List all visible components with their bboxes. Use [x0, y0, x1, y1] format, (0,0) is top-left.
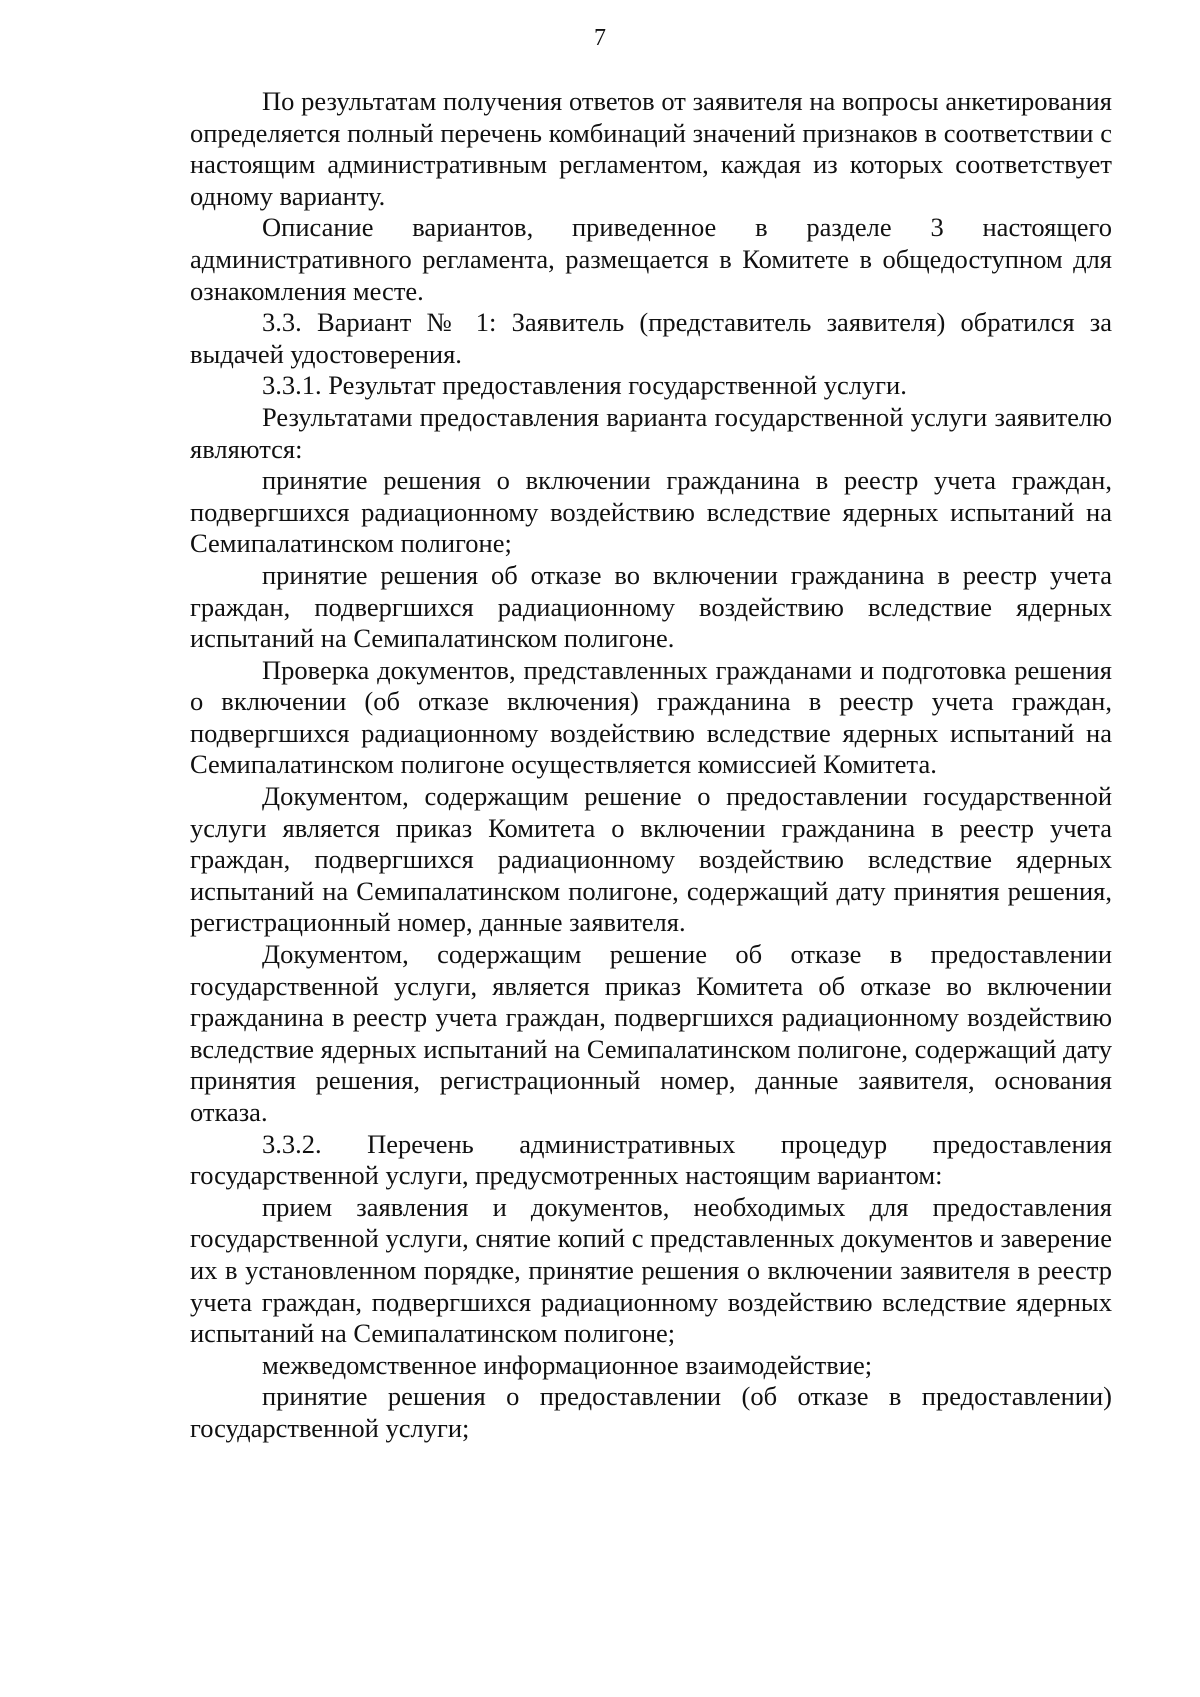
paragraph-procedure-decision: принятие решения о предоставлении (об отказе в предоставлении) государственной услуги;	[190, 1381, 1112, 1443]
paragraph-procedure-interaction: межведомственное информационное взаимодействие;	[262, 1349, 873, 1380]
paragraph-result-inclusion: принятие решения о включении гражданина в реестр учета граждан, подвергшихся радиационному воздействию вследствие ядерных испытаний на Семипалатинском полигоне;	[190, 465, 1112, 559]
document-body	[190, 86, 1112, 1445]
paragraph-variant-1-heading: 3.3. Вариант № 1: Заявитель (представитель заявителя) обратился за выдачей удостоверения.	[190, 307, 1112, 369]
paragraph-3-3-1-heading: 3.3.1. Результат предоставления государственной услуги.	[262, 370, 907, 401]
paragraph-result-refusal: принятие решения об отказе во включении гражданина в реестр учета граждан, подвергшихся радиационному воздействию вследствие ядерных испытаний на Семипалатинском полигоне.	[190, 559, 1112, 654]
paragraph-variants-description: Описание вариантов, приведенное в разделе 3 настоящего административного регламента, размещается в Комитете в общедоступном для ознакомления месте.	[190, 212, 1112, 306]
paragraph-procedure-reception: прием заявления и документов, необходимых для предоставления государственной услуги, снятие копий с представленных документов и заверение их в установленном порядке, принятие решения о включении заявителя в реестр учета граждан, подвергшихся радиационному воздействию вследствие ядерных испытаний на Семипалатинском полигоне;	[190, 1191, 1112, 1349]
paragraph-survey-results: По результатам получения ответов от заявителя на вопросы анкетирования определяется полный перечень комбинаций значений признаков в соответствии с настоящим административным регламентом, каждая из которых соответствует одному варианту.	[190, 86, 1112, 211]
paragraph-documents-check: Проверка документов, представленных гражданами и подготовка решения о включении (об отказе включения) гражданина в реестр учета граждан, подвергшихся радиационному воздействию вследствие ядерных испытаний на Семипалатинском полигоне осуществляется комиссией Комитета.	[190, 654, 1112, 780]
paragraph-decision-document: Документом, содержащим решение о предоставлении государственной услуги является приказ Комитета о включении гражданина в реестр учета граждан, подвергшихся радиационному воздействию вследствие ядерных испытаний на Семипалатинском полигоне, содержащий дату принятия решения, регистрационный номер, данные заявителя.	[190, 781, 1112, 938]
paragraph-refusal-document: Документом, содержащим решение об отказе в предоставлении государственной услуги, является приказ Комитета об отказе во включении гражданина в реестр учета граждан, подвергшихся радиационному воздействию вследствие ядерных испытаний на Семипалатинском полигоне, содержащий дату принятия решения, регистрационный номер, данные заявителя, основания отказа.	[190, 939, 1112, 1127]
paragraph-results-intro: Результатами предоставления варианта государственной услуги заявителю являются:	[190, 401, 1112, 464]
page-number: 7	[594, 25, 606, 51]
paragraph-3-3-2-heading: 3.3.2. Перечень административных процедур предоставления государственной услуги, предусмотренных настоящим вариантом:	[190, 1128, 1112, 1191]
